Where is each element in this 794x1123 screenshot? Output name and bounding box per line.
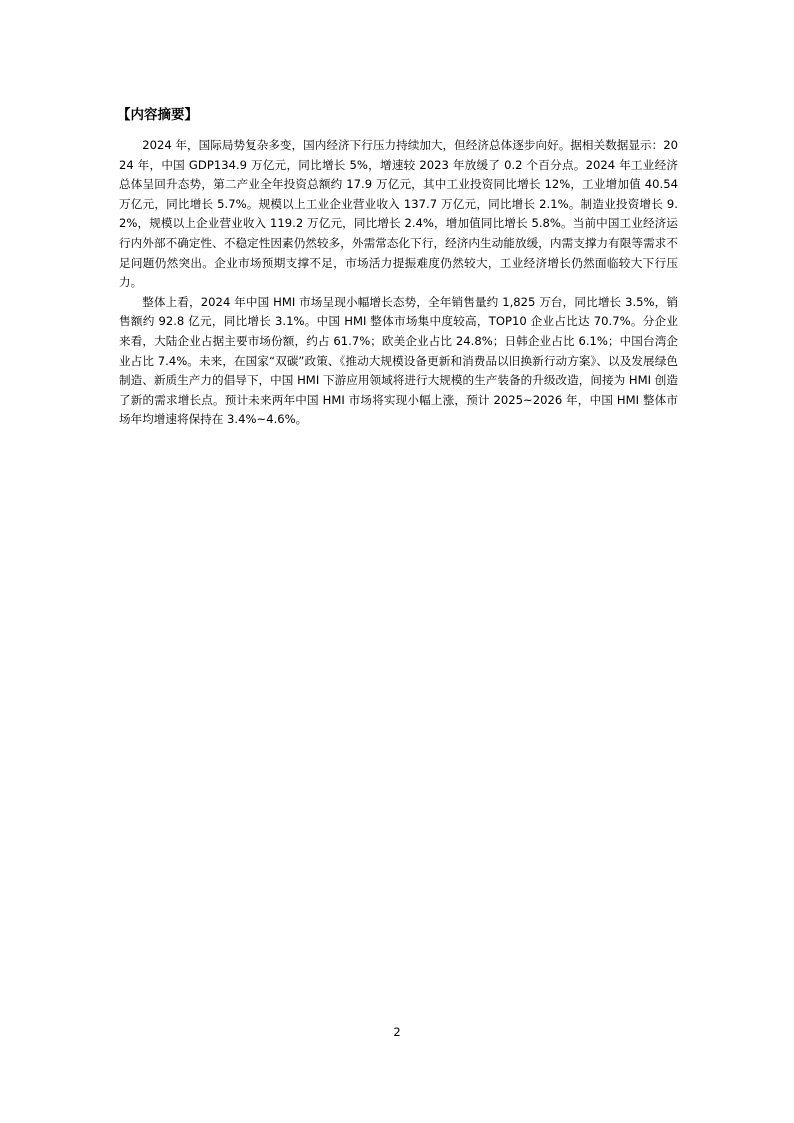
paragraph-economy: 2024 年，国际局势复杂多变，国内经济下行压力持续加大，但经济总体逐步向好。据相关数据显示：2024 年，中国 GDP134.9 万亿元，同比增长 5%，增速较 2023 年放缓了 0.2 个百分点。2024 年工业经济总体呈回升态势，第二产业全年投资总额约 17.9 万亿元，其中工业投资同比增长 12%，工业增加值 40.54 万亿元，同比增长 5.7%。规模以上工业企业营业收入 137.7 万亿元，同比增长 2.1%。制造业投资增长 9.2%，规模以上企业营业收入 119.2 万亿元，同比增长 2.4%，增加值同比增长 5.8%。当前中国工业经济运行内外部不确定性、不稳定性因素仍然较多，外需常态化下行，经济内生动能放缓，内需支撑力有限等需求不足问题仍然突出。企业市场预期支撑不足，市场活力提振难度仍然较大，工业经济增长仍然面临较大下行压力。 — [119, 138, 678, 290]
section-heading: 【内容摘要】 — [117, 107, 198, 123]
paragraph-hmi-market: 整体上看，2024 年中国 HMI 市场呈现小幅增长态势，全年销售量约 1,825 万台，同比增长 3.5%，销售额约 92.8 亿元，同比增长 3.1%。中国 HMI 整体市场集中度较高，TOP10 企业占比达 70.7%。分企业来看，大陆企业占据主要市场份额，约占 61.7%；欧美企业占比 24.8%；日韩企业占比 6.1%；中国台湾企业占比 7.4%。未来，在国家“双碳”政策、《推动大规模设备更新和消费品以旧换新行动方案》、以及发展绿色制造、新质生产力的倡导下，中国 HMI 下游应用领域将进行大规模的生产装备的升级改造，间接为 HMI 创造了新的需求增长点。预计未来两年中国 HMI 市场将实现小幅上涨，预计 2025~2026 年，中国 HMI 整体市场年均增速将保持在 3.4%~4.6%。 — [119, 294, 678, 427]
abstract-section — [119, 106, 678, 430]
page-number: 2 — [393, 1025, 401, 1039]
